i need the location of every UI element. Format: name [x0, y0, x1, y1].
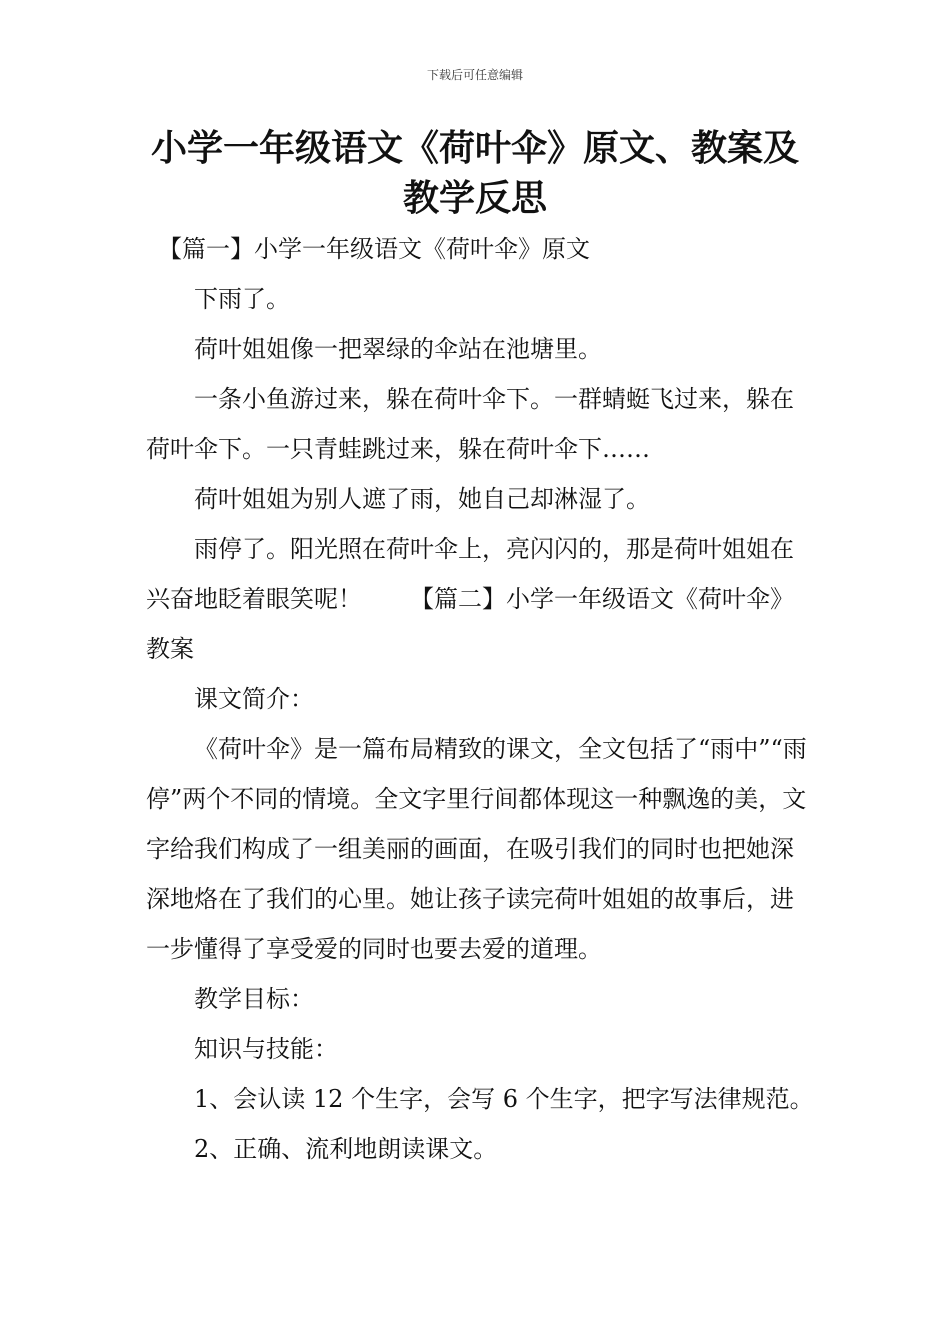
section-1-heading: 【篇一】小学一年级语文《荷叶伞》原文	[158, 235, 590, 263]
header-note: 下载后可任意编辑	[426, 68, 523, 82]
paragraph-5	[146, 524, 810, 674]
title-line-1: 小学一年级语文《荷叶伞》原文、教案及	[150, 128, 799, 169]
skill-label: 知识与技能：	[194, 1035, 338, 1063]
title-line-2: 教学反思	[402, 178, 547, 219]
paragraph-1: 下雨了。	[194, 285, 290, 313]
list-item-2: 2、正确、流利地朗读课文。	[194, 1135, 498, 1163]
document-body	[146, 224, 814, 1174]
section-2-heading: 【篇二】小学一年级语文《荷叶伞》教案	[146, 585, 794, 663]
paragraph-2: 荷叶姐姐像一把翠绿的伞站在池塘里。	[194, 335, 602, 363]
paragraph-5-text: 雨停了。阳光照在荷叶伞上，亮闪闪的，那是荷叶姐姐在兴奋地眨着眼笑呢！	[146, 535, 794, 613]
list-item-1: 1、会认读 12 个生字，会写 6 个生字，把字写法律规范。	[194, 1085, 814, 1113]
intro-text: 《荷叶伞》是一篇布局精致的课文，全文包括了“雨中”“雨停”两个不同的情境。全文字里行间都体现这一种飘逸的美，文字给我们构成了一组美丽的画面，在吸引我们的同时也把她深深地烙在了我们的心里。她让孩子读完荷叶姐姐的故事后，进一步懂得了享受爱的同时也要去爱的道理。	[146, 735, 807, 963]
paragraph-4: 荷叶姐姐为别人遮了雨，她自己却淋湿了。	[194, 485, 650, 513]
goal-label: 教学目标：	[194, 985, 314, 1013]
paragraph-3: 一条小鱼游过来，躲在荷叶伞下。一群蜻蜓飞过来，躲在荷叶伞下。一只青蛙跳过来，躲在荷叶伞下……	[146, 385, 794, 463]
document-title	[100, 124, 850, 224]
intro-label: 课文简介：	[194, 685, 314, 713]
